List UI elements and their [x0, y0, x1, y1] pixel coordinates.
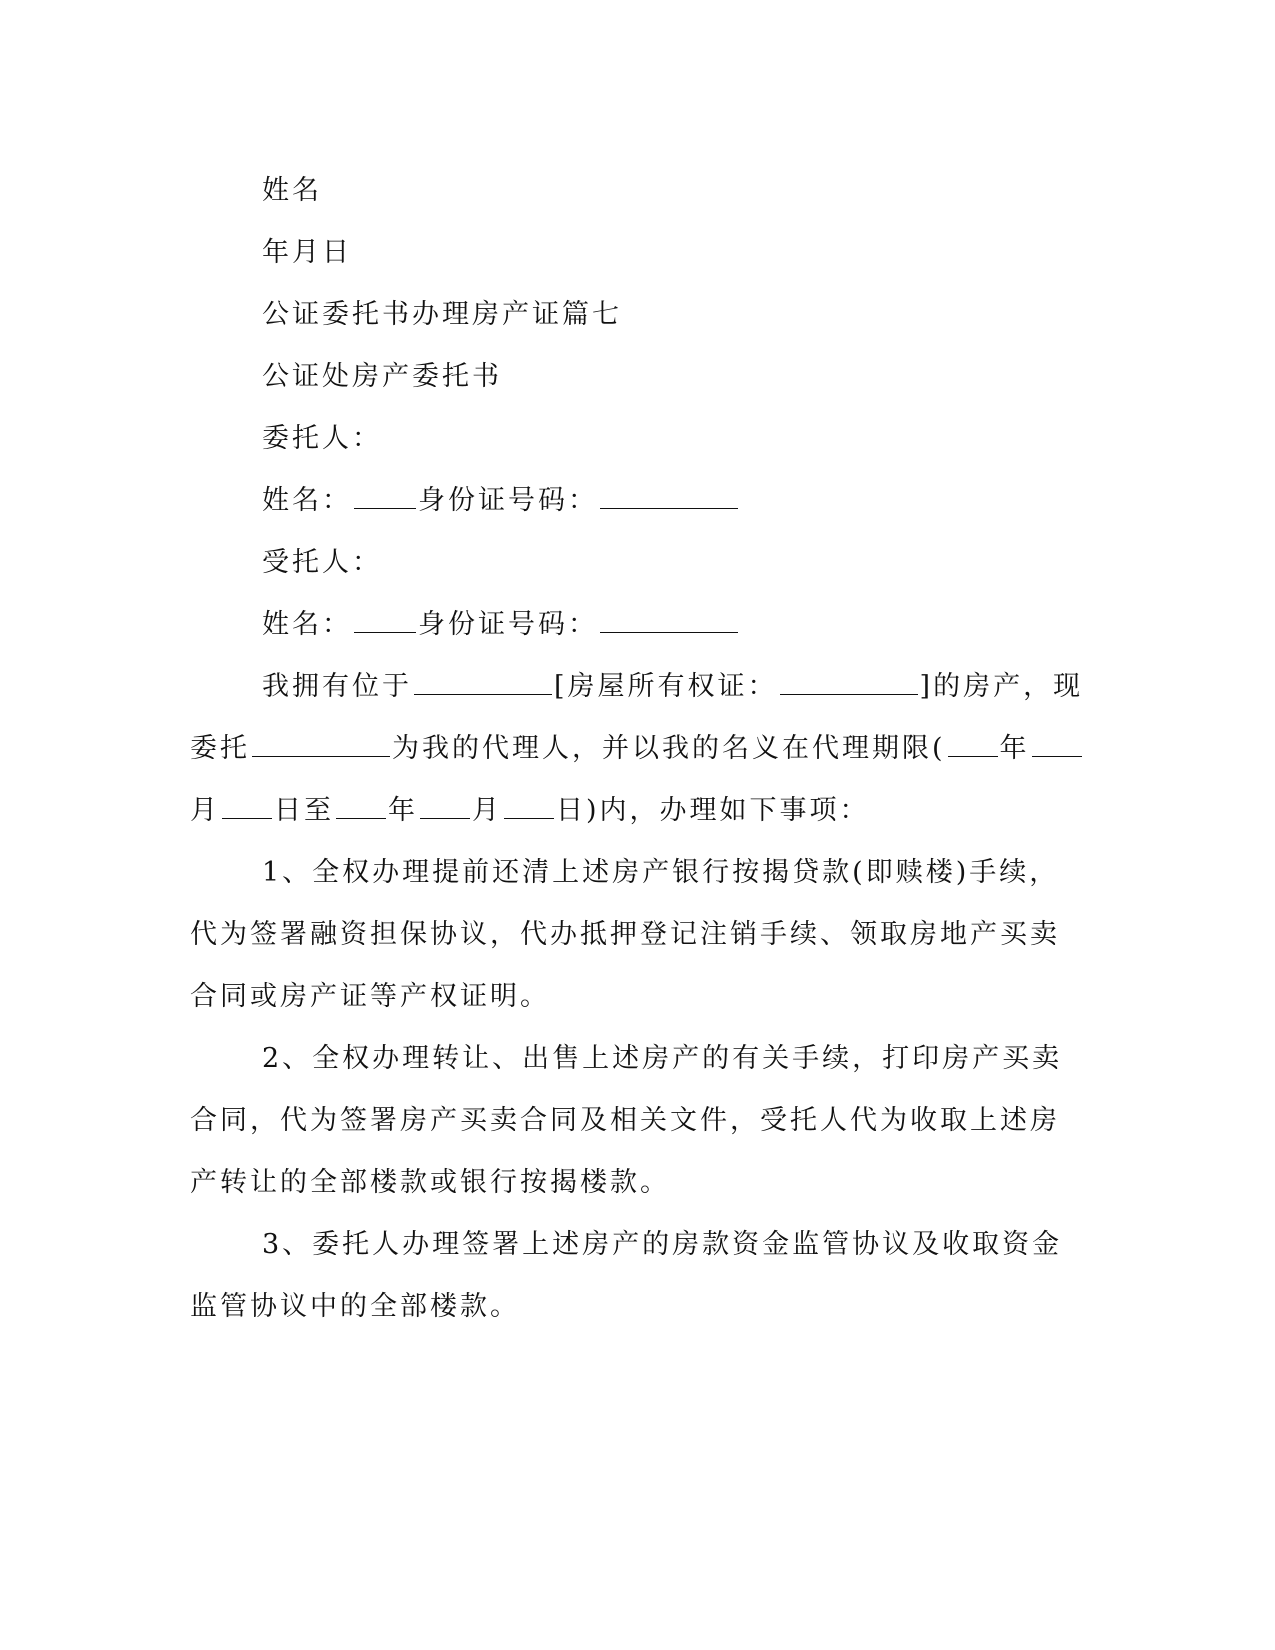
item-paragraph: 3、委托人办理签署上述房产的房款资金监管协议及收取资金监管协议中的全部楼款。 — [190, 1229, 1063, 1322]
document-body — [190, 160, 1085, 1338]
agent-id-label: 身份证号码： — [418, 609, 598, 640]
agent-name-blank[interactable] — [354, 610, 416, 633]
intro-paragraph — [190, 656, 1085, 842]
agent-name-label: 姓名： — [262, 609, 352, 640]
start-month-blank[interactable] — [1032, 734, 1082, 757]
name-line: 姓名 — [262, 175, 322, 206]
start-day-blank[interactable] — [222, 796, 272, 819]
principal-id-blank[interactable] — [600, 486, 738, 509]
intro-text: 日)内，办理如下事项： — [556, 795, 870, 826]
property-location-blank[interactable] — [414, 672, 552, 695]
principal-info-line — [190, 470, 1085, 532]
section-heading: 公证委托书办理房产证篇七 — [262, 299, 622, 330]
agent-id-blank[interactable] — [600, 610, 738, 633]
principal-id-label: 身份证号码： — [418, 485, 598, 516]
intro-text: ]的房产，现委托 — [190, 671, 1084, 764]
intro-text: [房屋所有权证： — [554, 671, 778, 702]
agent-label: 受托人： — [262, 547, 382, 578]
section-subheading: 公证处房产委托书 — [262, 361, 502, 392]
end-day-blank[interactable] — [504, 796, 554, 819]
intro-text: 我拥有位于 — [262, 671, 412, 702]
item-paragraph: 1、全权办理提前还清上述房产银行按揭贷款(即赎楼)手续，代为签署融资担保协议，代办抵押登记注销手续、领取房地产买卖合同或房产证等产权证明。 — [190, 857, 1060, 1012]
end-year-blank[interactable] — [336, 796, 386, 819]
start-year-blank[interactable] — [948, 734, 998, 757]
intro-text: 月 — [472, 795, 502, 826]
date-line: 年月日 — [262, 237, 352, 268]
item-paragraph: 2、全权办理转让、出售上述房产的有关手续，打印房产买卖合同，代为签署房产买卖合同及相关文件，受托人代为收取上述房产转让的全部楼款或银行按揭楼款。 — [190, 1043, 1063, 1198]
intro-text: 日至 — [274, 795, 334, 826]
intro-text: 年 — [388, 795, 418, 826]
principal-name-label: 姓名： — [262, 485, 352, 516]
end-month-blank[interactable] — [420, 796, 470, 819]
intro-text: 为我的代理人，并以我的名义在代理期限( — [392, 733, 946, 764]
certificate-number-blank[interactable] — [780, 672, 918, 695]
intro-text: 月 — [190, 795, 220, 826]
principal-label: 委托人： — [262, 423, 382, 454]
agent-info-line — [190, 594, 1085, 656]
intro-text: 年 — [999, 733, 1030, 764]
principal-name-blank[interactable] — [354, 486, 416, 509]
agent-blank[interactable] — [252, 734, 390, 757]
